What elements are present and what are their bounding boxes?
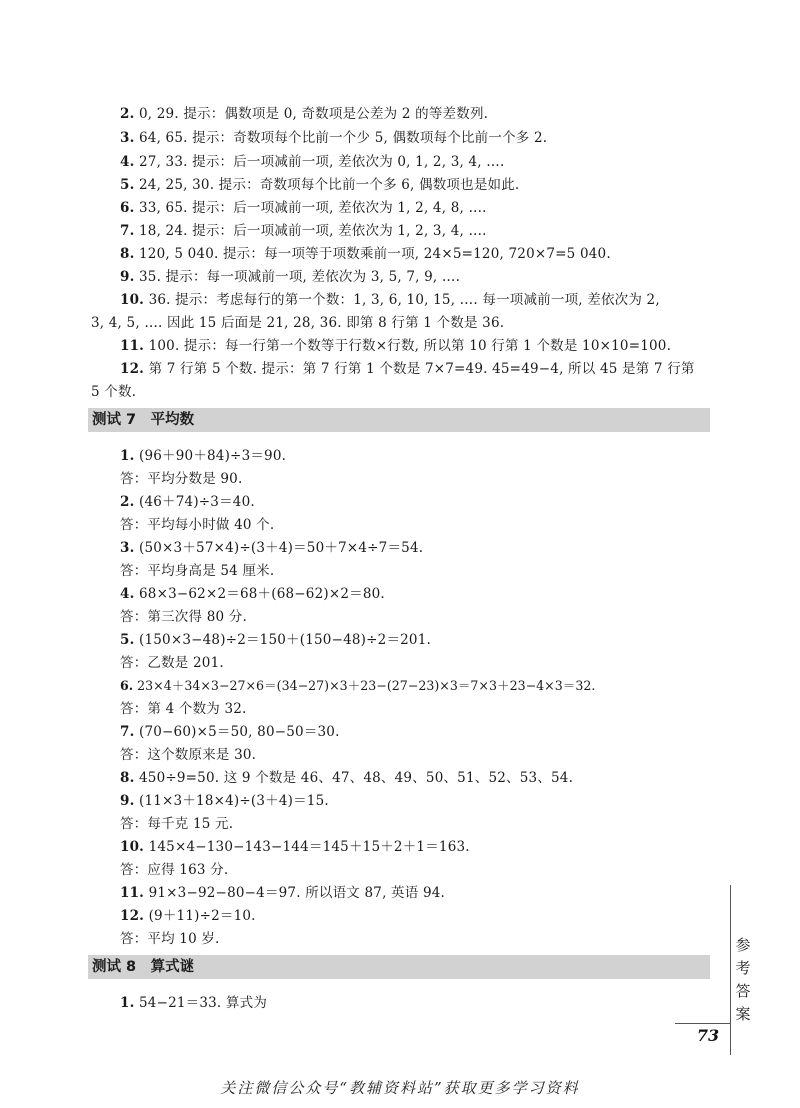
answer-statement: 答：第三次得 80 分. [120,609,247,625]
answer-item: 1. 54−21＝33. 算式为 [120,995,268,1011]
answer-item: 7. 18, 24. 提示：后一项减前一项, 差依次为 1, 2, 3, 4, …. [120,223,487,239]
answer-statement: 答：乙数是 201. [120,655,224,671]
margin-rule [730,885,731,1055]
answer-item: 10. 36. 提示：考虑每行的第一个数：1, 3, 6, 10, 15, …. 每一项减前一项, 差依次为 2, [120,292,660,308]
answer-item: 1. (96＋90＋84)÷3＝90. [120,448,287,464]
answer-item: 3. (50×3＋57×4)÷(3＋4)＝50＋7×4÷7＝54. [120,540,424,556]
answer-item: 9. (11×3＋18×4)÷(3＋4)＝15. [120,793,329,809]
answer-item: 7. (70−60)×5＝50, 80−50＝30. [120,724,340,740]
answer-item-continuation: 5 个数. [91,384,137,400]
answer-item: 6. 33, 65. 提示：后一项减前一项, 差依次为 1, 2, 4, 8, …. [120,200,487,216]
answer-item: 11. 100. 提示：每一行第一个数等于行数×行数, 所以第 10 行第 1 个数是 10×10=100. [120,338,672,354]
answer-statement: 答：应得 163 分. [120,862,229,878]
answer-statement: 答：平均身高是 54 厘米. [120,563,275,579]
answer-item: 11. 91×3−92−80−4＝97. 所以语文 87, 英语 94. [120,885,446,901]
answer-item: 9. 35. 提示：每一项减前一项, 差依次为 3, 5, 7, 9, …. [120,269,461,285]
section-header-test7 [88,408,710,432]
answer-statement: 答：第 4 个数为 32. [120,701,247,717]
answer-statement: 答：这个数原来是 30. [120,747,257,763]
answer-item: 12. (9＋11)÷2＝10. [120,908,256,924]
section-title: 测试 8 算式谜 [92,959,195,975]
answer-item: 4. 68×3−62×2＝68＋(68−62)×2＝80. [120,586,385,602]
answer-statement: 答：平均 10 岁. [120,931,220,947]
section-title: 测试 7 平均数 [92,412,195,428]
answer-item: 8. 450÷9=50. 这 9 个数是 46、47、48、49、50、51、52、53、54. [120,770,574,786]
page-number: 73 [696,1026,720,1045]
answer-item: 5. 24, 25, 30. 提示：奇数项每个比前一个多 6, 偶数项也是如此. [120,177,520,193]
answer-statement: 答：平均每小时做 40 个. [120,517,275,533]
answer-item: 10. 145×4−130−143−144＝145＋15＋2＋1＝163. [120,839,470,855]
answer-statement: 答：每千克 15 元. [120,816,234,832]
answer-item: 6. 23×4＋34×3−27×6＝(34−27)×3＋23−(27−23)×3＝7×3＋23−4×3＝32. [120,678,596,693]
answer-item: 4. 27, 33. 提示：后一项减前一项, 差依次为 0, 1, 2, 3, 4, …. [120,154,505,170]
answer-item-continuation: 3, 4, 5, …. 因此 15 后面是 21, 28, 36. 即第 8 行第 1 个数是 36. [91,315,505,331]
answer-item: 5. (150×3−48)÷2＝150＋(150−48)÷2＝201. [120,632,432,648]
footer-note: 关注微信公众号“教辅资料站”获取更多学习资料 [220,1079,580,1097]
answer-item: 3. 64, 65. 提示：奇数项每个比前一个少 5, 偶数项每个比前一个多 2. [120,130,548,146]
answer-item: 2. 0, 29. 提示：偶数项是 0, 奇数项是公差为 2 的等差数列. [120,106,489,122]
answer-item: 2. (46＋74)÷3＝40. [120,494,255,510]
answer-item: 12. 第 7 行第 5 个数. 提示：第 7 行第 1 个数是 7×7=49. 45=49−4, 所以 45 是第 7 行第 [120,361,695,377]
section-header-test8 [88,955,710,979]
answer-statement: 答：平均分数是 90. [120,471,243,487]
answer-item: 8. 120, 5 040. 提示：每一项等于项数乘前一项, 24×5=120, 720×7=5 040. [120,246,611,262]
